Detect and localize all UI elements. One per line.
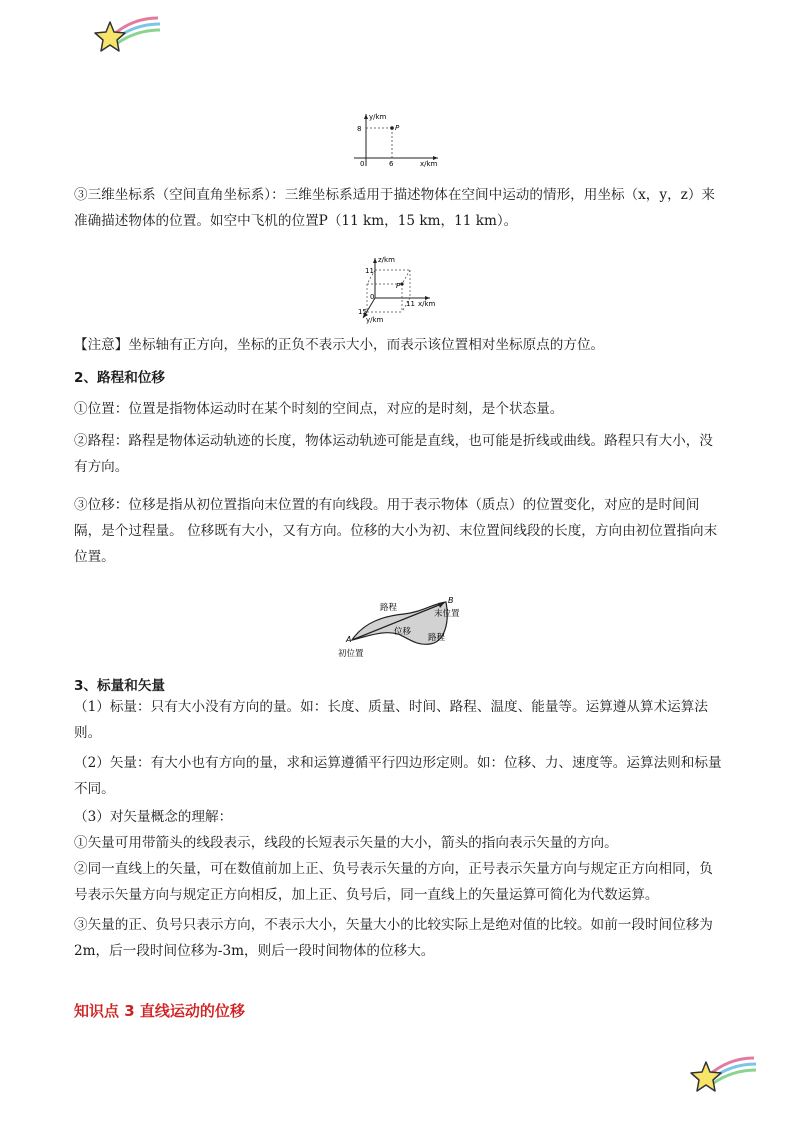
point-label: P <box>395 124 400 132</box>
y-axis-label: y/km <box>366 316 384 324</box>
start-position-label: 初位置 <box>338 649 364 659</box>
point-label: P <box>396 282 401 290</box>
y-tick-label: 15 <box>358 308 367 316</box>
section-3-heading: 3、标量和矢量 <box>74 678 166 694</box>
z-tick-label: 11 <box>365 267 374 275</box>
sec3-magnitude-paragraph: ③矢量的正、负号只表示方向，不表示大小，矢量大小的比较实际上是绝对值的比较。如前一段时间位移为2m，后一段时间位移为-3m，则后一段时间物体的位移大。 <box>74 917 713 959</box>
end-position-label: 末位置 <box>434 609 460 619</box>
coordinate-2d-figure <box>348 110 444 168</box>
y-tick-label: 8 <box>357 125 362 133</box>
star-decoration-top-icon <box>92 14 162 58</box>
x-tick-label: 11 <box>406 300 415 308</box>
point-a-label: A <box>346 635 352 644</box>
sec3-scalar-paragraph: （1）标量：只有大小没有方向的量。如：长度、质量、时间、路程、温度、能量等。运算遵从算术运算法则。 <box>74 699 708 741</box>
star-decoration-bottom-icon <box>688 1054 758 1098</box>
path-bottom-label: 路程 <box>428 633 446 643</box>
displacement-label: 位移 <box>394 627 412 637</box>
x-axis-label: x/km <box>420 160 438 168</box>
origin-label: 0 <box>360 160 365 168</box>
sec3-arrow-paragraph: ①矢量可用带箭头的线段表示，线段的长短表示矢量的大小，箭头的指向表示矢量的方向。 <box>74 835 618 851</box>
z-axis-label: z/km <box>378 256 395 264</box>
note-paragraph: 【注意】坐标轴有正方向，坐标的正负不表示大小，而表示该位置相对坐标原点的方位。 <box>74 337 605 353</box>
x-axis-label: x/km <box>418 300 436 308</box>
x-tick-label: 6 <box>389 160 394 168</box>
sec3-sign-paragraph: ②同一直线上的矢量，可在数值前加上正、负号表示矢量的方向，正号表示矢量方向与规定正方向相同，负号表示矢量方向与规定正方向相反，加上正、负号后，同一直线上的矢量运算可简化为代数运算。 <box>74 861 713 903</box>
item-3d-coordinate: ③三维坐标系（空间直角坐标系）：三维坐标系适用于描述物体在空间中运动的情形，用坐标（x，y，z）来准确描述物体的位置。如空中飞机的位置P（11 km，15 km，11 km）。 <box>74 187 716 229</box>
path-displacement-figure <box>334 594 468 660</box>
knowledge-point-3-heading: 知识点 3 直线运动的位移 <box>74 1002 245 1020</box>
coordinate-3d-figure <box>358 254 438 324</box>
sec2-displacement-paragraph: ③位移：位移是指从初位置指向末位置的有向线段。用于表示物体（质点）的位置变化，对应的是时间间隔，是个过程量。 位移既有大小，又有方向。位移的大小为初、末位置间线段的长度，方向由初位置指向末位置。 <box>74 497 718 565</box>
origin-label: 0 <box>370 293 375 301</box>
sec2-position-paragraph: ①位置：位置是指物体运动时在某个时刻的空间点，对应的是时刻，是个状态量。 <box>74 401 564 417</box>
sec3-understanding-paragraph: （3）对矢量概念的理解： <box>74 809 233 825</box>
sec2-path-paragraph: ②路程：路程是物体运动轨迹的长度，物体运动轨迹可能是直线，也可能是折线或曲线。路程只有大小，没有方向。 <box>74 433 713 475</box>
sec3-vector-paragraph: （2）矢量：有大小也有方向的量，求和运算遵循平行四边形定则。如：位移、力、速度等。运算法则和标量不同。 <box>74 755 722 797</box>
y-axis-label: y/km <box>369 113 387 121</box>
path-top-label: 路程 <box>380 603 398 613</box>
section-2-heading: 2、路程和位移 <box>74 370 166 386</box>
point-b-label: B <box>448 596 454 605</box>
